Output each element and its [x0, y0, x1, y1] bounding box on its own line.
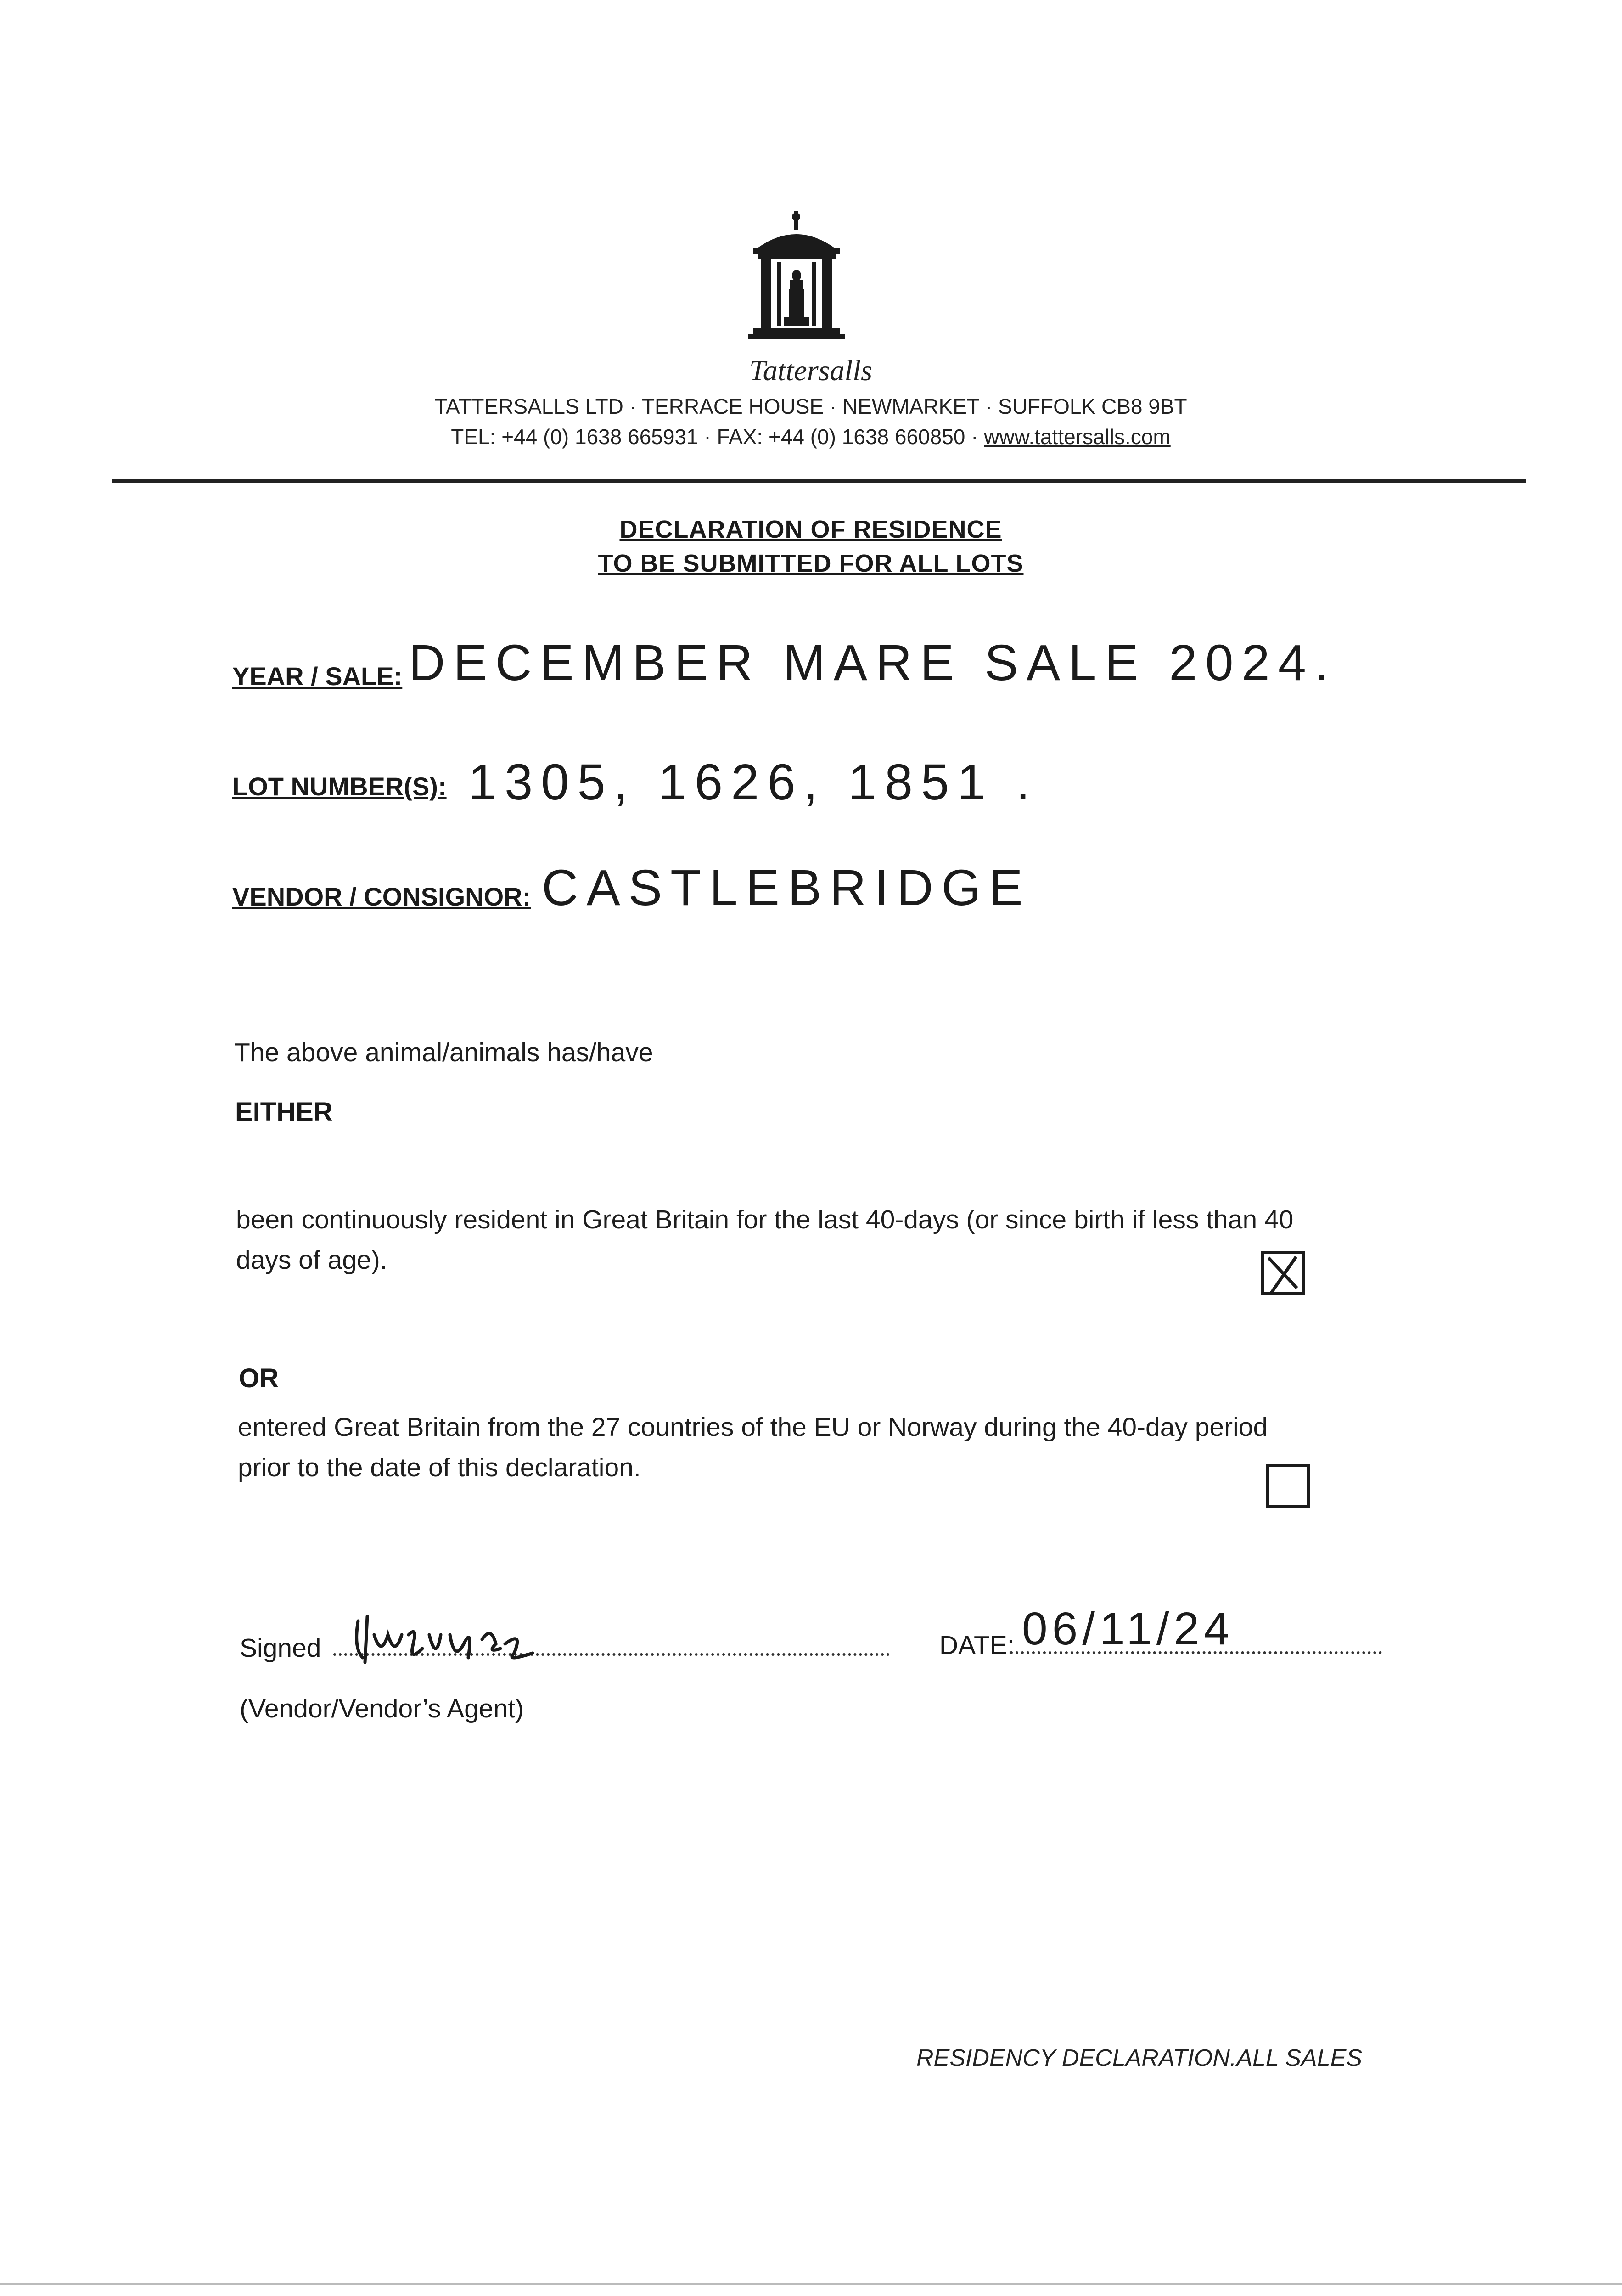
year-sale-label: YEAR / SALE:	[232, 662, 403, 691]
brand-name: Tattersalls	[749, 354, 872, 387]
lot-numbers-label: LOT NUMBER(S):	[232, 772, 447, 801]
page-bottom-edge	[0, 2283, 1622, 2285]
handwritten-signature	[349, 1607, 560, 1674]
check-x-icon	[1264, 1254, 1302, 1292]
option2-text	[238, 1407, 1413, 1488]
company-contact	[260, 424, 1362, 449]
tattersalls-logo	[739, 211, 854, 354]
date-label: DATE:	[939, 1631, 1015, 1660]
either-label: EITHER	[235, 1097, 333, 1127]
form-subtitle: TO BE SUBMITTED FOR ALL LOTS	[598, 550, 1024, 577]
year-sale-value[interactable]: DECEMBER MARE SALE 2024.	[409, 635, 1337, 691]
vendor-label: VENDOR / CONSIGNOR:	[232, 882, 531, 911]
option1-line1: been continuously resident in Great Britain for the last 40-days (or since birth if less than 40	[236, 1205, 1294, 1234]
option2-line1: entered Great Britain from the 27 countries of the EU or Norway during the 40-day period	[238, 1412, 1268, 1442]
option2-checkbox[interactable]	[1266, 1464, 1310, 1508]
header-divider	[112, 479, 1526, 483]
vendor-value[interactable]: CASTLEBRIDGE	[542, 860, 1031, 916]
or-label: OR	[239, 1363, 279, 1393]
website-link[interactable]: www.tattersalls.com	[984, 425, 1171, 449]
option1-line2: days of age).	[236, 1245, 387, 1275]
company-address: TATTERSALLS LTD · TERRACE HOUSE · NEWMARKET · SUFFOLK CB8 9BT	[434, 394, 1187, 418]
lot-numbers-value[interactable]: 1305, 1626, 1851 .	[468, 754, 1038, 810]
signed-label: Signed	[240, 1633, 321, 1663]
signer-role: (Vendor/Vendor’s Agent)	[240, 1694, 524, 1723]
option2-line2: prior to the date of this declaration.	[238, 1453, 641, 1482]
contact-numbers: TEL: +44 (0) 1638 665931 · FAX: +44 (0) 1638 660850 ·	[451, 425, 984, 449]
option1-text	[236, 1199, 1411, 1280]
form-title: DECLARATION OF RESIDENCE	[619, 516, 1002, 543]
date-value[interactable]: 06/11/24	[1022, 1603, 1234, 1654]
form-identifier: RESIDENCY DECLARATION.ALL SALES	[916, 2045, 1363, 2071]
option1-checkbox[interactable]	[1261, 1251, 1305, 1295]
declaration-intro: The above animal/animals has/have	[234, 1038, 653, 1067]
